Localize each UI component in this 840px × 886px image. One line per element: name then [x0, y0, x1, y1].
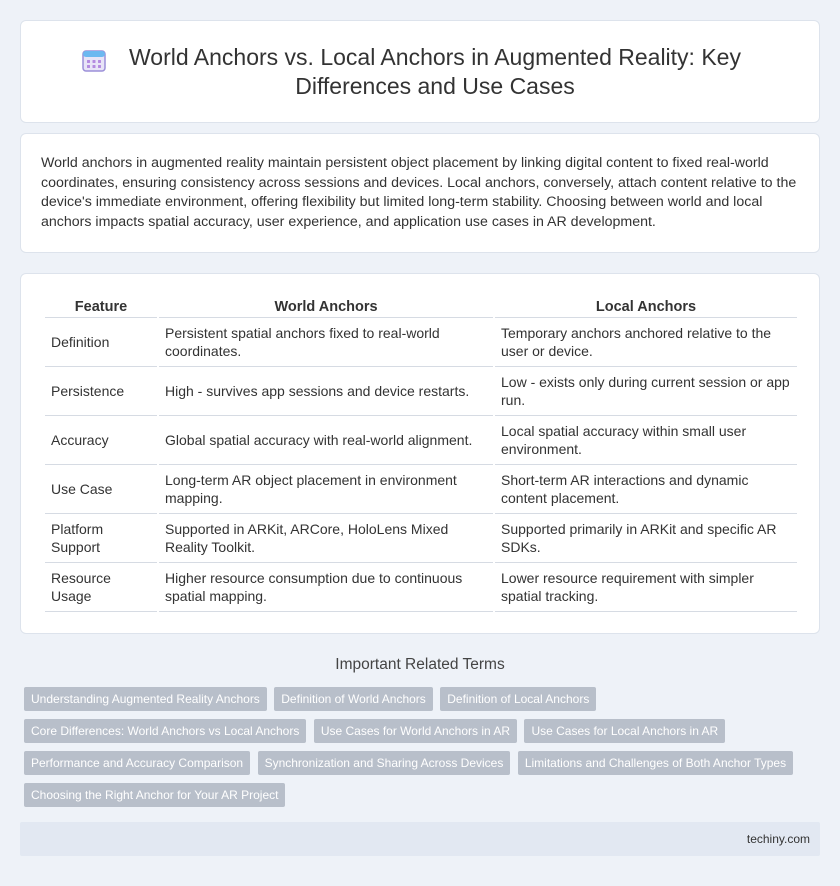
term-tag[interactable]: Use Cases for World Anchors in AR: [314, 719, 517, 743]
feature-cell: Use Case: [45, 465, 157, 514]
tag-row: [24, 783, 824, 815]
footer-site[interactable]: techiny.com: [746, 832, 810, 846]
table-row: [45, 465, 797, 514]
intro-card: [20, 133, 820, 253]
world-cell: Persistent spatial anchors fixed to real-world coordinates.: [159, 318, 493, 367]
column-header-feature: Feature: [45, 294, 157, 318]
term-tag[interactable]: Definition of Local Anchors: [440, 687, 596, 711]
term-tag[interactable]: Understanding Augmented Reality Anchors: [24, 687, 267, 711]
tag-row: [24, 719, 824, 751]
local-cell: Local spatial accuracy within small user environment.: [495, 416, 797, 465]
column-header-world: World Anchors: [159, 294, 493, 318]
table-row: [45, 563, 797, 612]
title-card: [20, 20, 820, 123]
table-row: [45, 318, 797, 367]
term-tag[interactable]: Synchronization and Sharing Across Devices: [258, 751, 511, 775]
table-header-row: [45, 294, 797, 318]
term-tag[interactable]: Core Differences: World Anchors vs Local Anchors: [24, 719, 306, 743]
world-cell: Supported in ARKit, ARCore, HoloLens Mixed Reality Toolkit.: [159, 514, 493, 563]
world-cell: Global spatial accuracy with real-world alignment.: [159, 416, 493, 465]
term-tag[interactable]: Definition of World Anchors: [274, 687, 433, 711]
tag-row: [24, 751, 824, 783]
column-header-local: Local Anchors: [495, 294, 797, 318]
term-tag[interactable]: Choosing the Right Anchor for Your AR Project: [24, 783, 285, 807]
local-cell: Temporary anchors anchored relative to the user or device.: [495, 318, 797, 367]
footer: [20, 822, 820, 856]
feature-cell: Resource Usage: [45, 563, 157, 612]
feature-cell: Platform Support: [45, 514, 157, 563]
term-tag[interactable]: Use Cases for Local Anchors in AR: [524, 719, 725, 743]
related-terms-heading: Important Related Terms: [335, 656, 505, 673]
local-cell: Low - exists only during current session or app run.: [495, 367, 797, 416]
local-cell: Short-term AR interactions and dynamic content placement.: [495, 465, 797, 514]
feature-cell: Accuracy: [45, 416, 157, 465]
world-cell: Higher resource consumption due to continuous spatial mapping.: [159, 563, 493, 612]
term-tag[interactable]: Limitations and Challenges of Both Anchor Types: [518, 751, 793, 775]
tag-row: [24, 687, 824, 719]
term-tag[interactable]: Performance and Accuracy Comparison: [24, 751, 250, 775]
comparison-table: [43, 294, 799, 612]
related-terms-list: [24, 687, 824, 815]
feature-cell: Persistence: [45, 367, 157, 416]
local-cell: Supported primarily in ARKit and specific AR SDKs.: [495, 514, 797, 563]
table-row: [45, 416, 797, 465]
world-cell: High - survives app sessions and device restarts.: [159, 367, 493, 416]
comparison-card: [20, 273, 820, 634]
table-row: [45, 514, 797, 563]
page-title: World Anchors vs. Local Anchors in Augmented Reality: Key Differences and Use Cases: [129, 44, 741, 99]
local-cell: Lower resource requirement with simpler spatial tracking.: [495, 563, 797, 612]
intro-paragraph: World anchors in augmented reality maintain persistent object placement by linking digital content to fixed real-world coordinates, ensuring consistency across sessions and devices. Local anchors, conversely, attach content relative to the device's immediate environment, offering flexibility but limited long-term stability. Choosing between world and local anchors impacts spatial accuracy, user experience, and application use cases in AR development.: [41, 155, 797, 230]
world-cell: Long-term AR object placement in environment mapping.: [159, 465, 493, 514]
feature-cell: Definition: [45, 318, 157, 367]
table-row: [45, 367, 797, 416]
